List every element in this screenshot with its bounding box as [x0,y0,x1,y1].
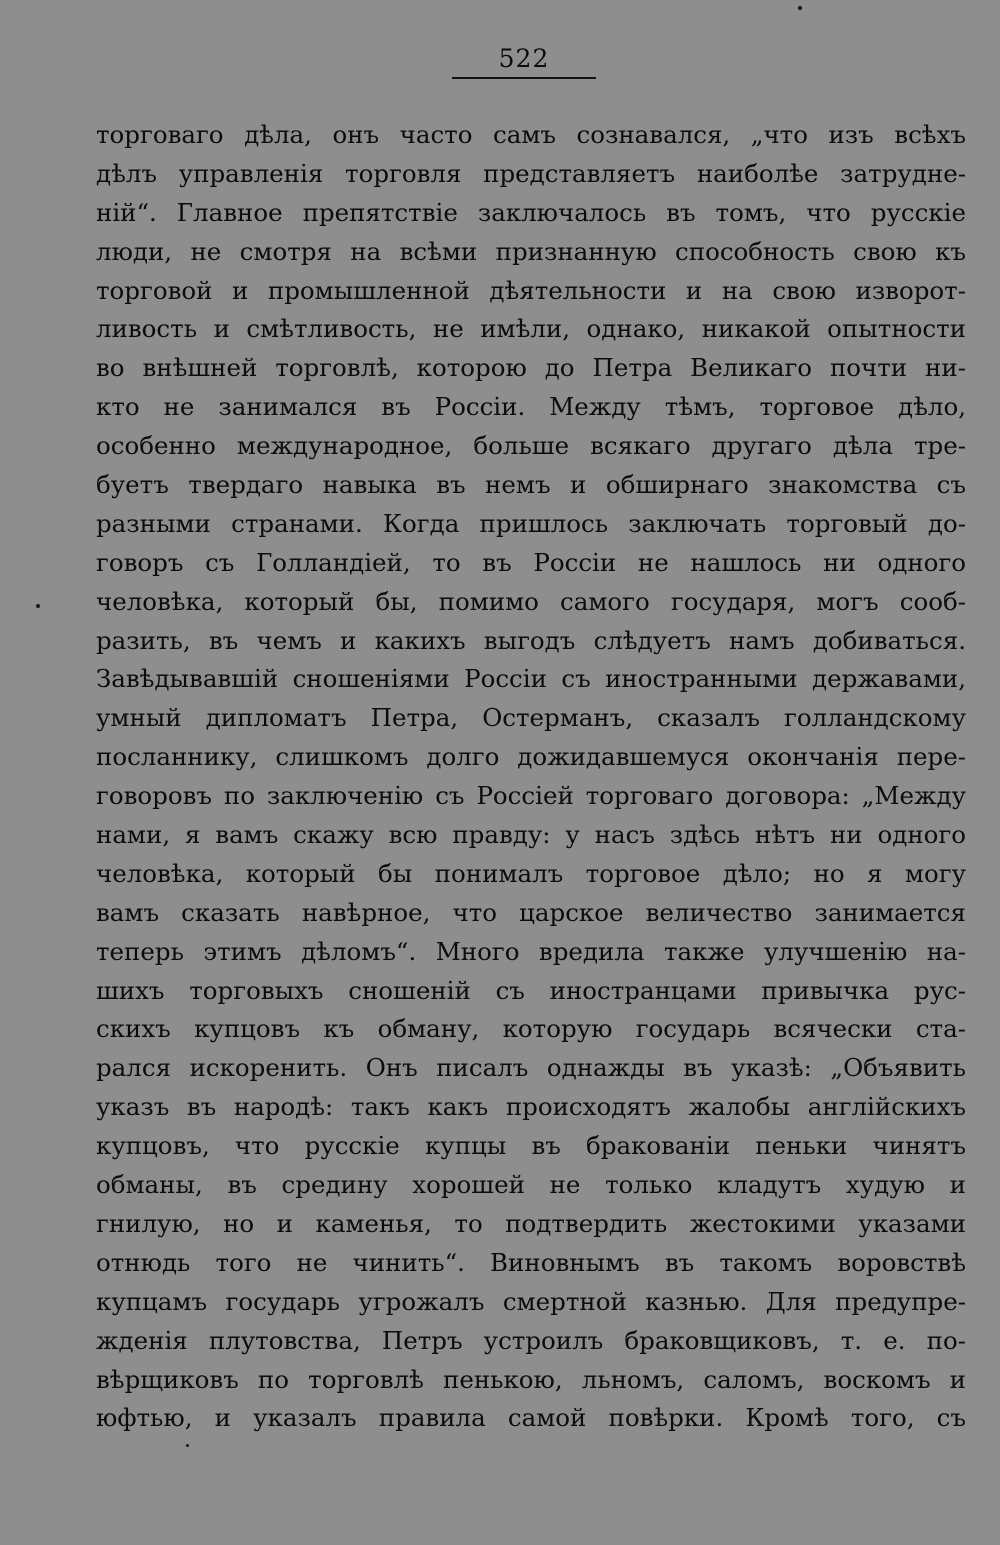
text-line: кто не занимался въ Россіи. Между тѣмъ, торговое дѣло, [96,392,966,422]
text-line: юфтью, и указалъ правила самой повѣрки. Кромѣ того, съ [96,1403,966,1433]
text-line: вамъ сказать навѣрное, что царское величество занимается [96,897,966,927]
text-line: Завѣдывавшій сношеніями Россіи съ иностранными державами, [96,664,966,694]
text-line: указъ въ народѣ: такъ какъ происходятъ жалобы англійскихъ [96,1092,966,1122]
text-line: во внѣшней торговлѣ, которою до Петра Великаго почти ни- [96,353,966,383]
text-line: дѣлъ управленія торговля представляетъ наиболѣе затрудне- [96,158,966,188]
text-line: посланнику, слишкомъ долго дожидавшемуся окончанія пере- [96,742,966,772]
text-line: особенно международное, больше всякаго другаго дѣла тре- [96,431,966,461]
text-line: скихъ купцовъ къ обману, которую государь всячески ста- [96,1014,966,1044]
text-line: торговаго дѣла, онъ часто самъ сознавался, „что изъ всѣхъ [96,120,966,149]
print-speck [798,6,802,10]
text-line: буетъ твердаго навыка въ немъ и обширнаго знакомства съ [96,470,966,500]
text-line: ній“. Главное препятствіе заключалось въ томъ, что русскіе [96,197,966,227]
text-line: купцовъ, что русскіе купцы въ бракованіи пеньки чинятъ [96,1131,966,1161]
print-speck [186,1444,189,1447]
text-line: жденія плутовства, Петръ устроилъ браковщиковъ, т. е. по- [96,1325,966,1355]
text-line: говоръ съ Голландіей, то въ Россіи не нашлось ни одного [96,547,966,577]
text-line: шихъ торговыхъ сношеній съ иностранцами привычка рус- [96,975,966,1005]
text-line: разными странами. Когда пришлось заключать торговый до- [96,508,966,538]
text-line: умный дипломатъ Петра, Остерманъ, сказалъ голландскому [96,703,966,733]
text-line: торговой и промышленной дѣятельности и на свою изворот- [96,275,966,305]
text-line: теперь этимъ дѣломъ“. Много вредила также улучшенію на- [96,936,966,966]
text-line: говоровъ по заключенію съ Россіей торговаго договора: „Между [96,781,966,811]
text-line: рался искоренить. Онъ писалъ однажды въ указѣ: „Объявить [96,1053,966,1083]
page-number: 522 [498,44,550,73]
text-line: ливость и смѣтливость, не имѣли, однако, никакой опытности [96,314,966,344]
text-line: отнюдь того не чинить“. Виновнымъ въ такомъ воровствѣ [96,1247,966,1277]
text-line: человѣка, который бы, помимо самого государя, могъ сооб- [96,586,966,616]
header-rule [452,77,596,79]
page-body-text [96,116,966,1438]
text-line: вѣрщиковъ по торговлѣ пенькою, льномъ, саломъ, воскомъ и [96,1364,966,1394]
text-line: купцамъ государь угрожалъ смертной казнью. Для предупре- [96,1286,966,1316]
print-speck [36,604,40,608]
text-line: гнилую, но и каменья, то подтвердить жестокими указами [96,1208,966,1238]
text-line: человѣка, который бы понималъ торговое дѣло; но я могу [96,858,966,888]
text-line: обманы, въ средину хорошей не только кладутъ худую и [96,1170,966,1200]
text-line: люди, не смотря на всѣми признанную способность свою къ [96,236,966,266]
text-line: разить, въ чемъ и какихъ выгодъ слѣдуетъ намъ добиваться. [96,625,966,655]
text-line: нами, я вамъ скажу всю правду: у насъ здѣсь нѣтъ ни одного [96,820,966,850]
